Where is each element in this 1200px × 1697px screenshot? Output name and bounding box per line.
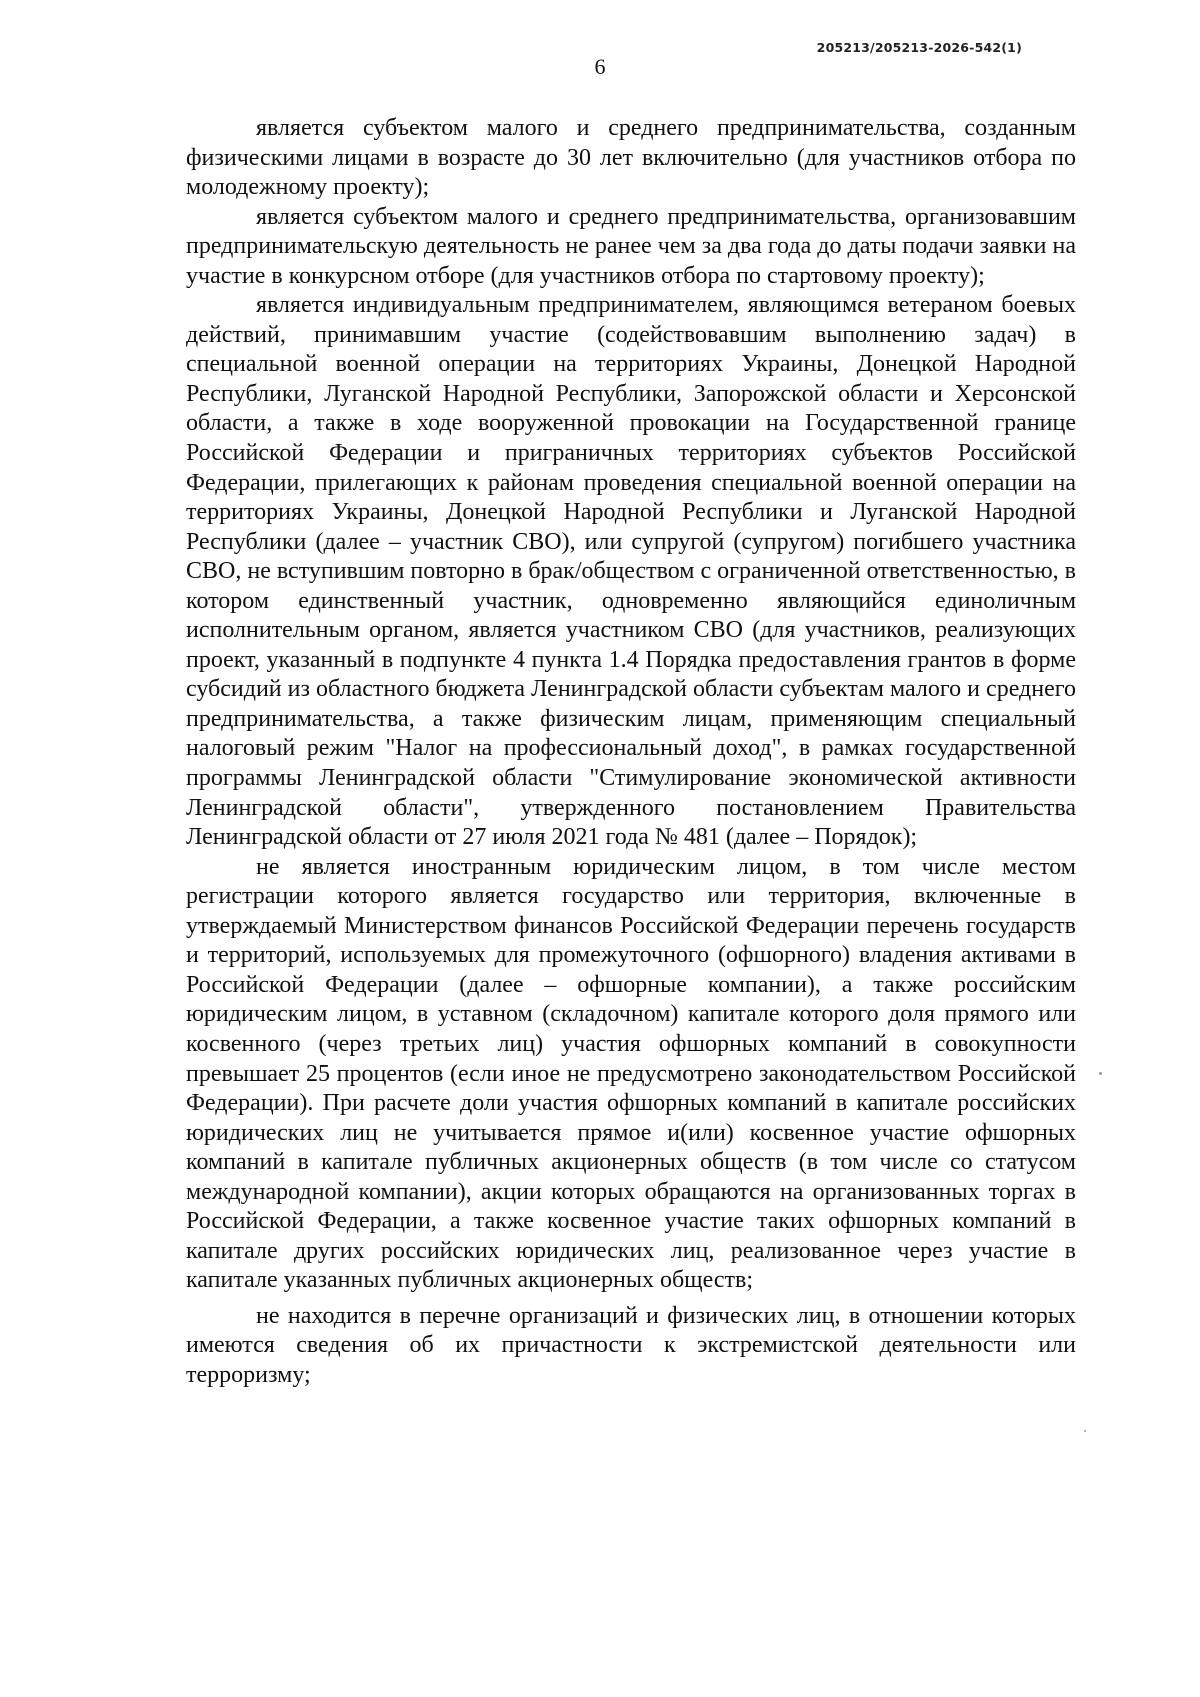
paragraph-svo-participant: является индивидуальным предпринимателем, являющимся ветераном боевых действий, принимавшим участие (содействовавшим выполнению задач) в специальной военной операции на территориях Украины, Донецкой Народной Республики, Луганской Народной Республики, Запорожской области и Херсонской области, а также в ходе вооруженной провокации на Государственной границе Российской Федерации и приграничных территориях субъектов Российской Федерации, прилегающих к районам проведения специальной военной операции на территориях Украины, Донецкой Народной Республики и Луганской Народной Республики (далее – участник СВО), или супругой (супругом) погибшего участника СВО, не вступившим повторно в брак/обществом с ограниченной ответственностью, в котором единственный участник, одновременно являющийся единоличным исполнительным органом, является участником СВО (для участников, реализующих проект, указанный в подпункте 4 пункта 1.4 Порядка предоставления грантов в форме субсидий из областного бюджета Ленинградской области субъектам малого и среднего предпринимательства, а также физическим лицам, применяющим специальный налоговый режим "Налог на профессиональный доход", в рамках государственной программы Ленинградской области "Стимулирование экономической активности Ленинградской области", утвержденного постановлением Правительства Ленинградской области от 27 июля 2021 года № 481 (далее – Порядок); <box>186 292 1076 851</box>
document-id: 205213/205213-2026-542(1) <box>816 40 1022 55</box>
paragraph-startup-project: является субъектом малого и среднего предпринимательства, организовавшим предпринимательскую деятельность не ранее чем за два года до даты подачи заявки на участие в конкурсном отборе (для участников отбора по стартовому проекту); <box>186 203 1076 289</box>
paragraph-youth-project: является субъектом малого и среднего предпринимательства, созданным физическими лицами в возрасте до 30 лет включительно (для участников отбора по молодежному проекту); <box>186 115 1076 201</box>
page-number: 6 <box>594 54 606 79</box>
scan-speck <box>1099 1072 1102 1075</box>
paragraph-extremism-list: не находится в перечне организаций и физических лиц, в отношении которых имеются сведения об их причастности к экстремистской деятельности или терроризму; <box>186 1302 1076 1388</box>
paragraph-offshore-companies: не является иностранным юридическим лицом, в том числе местом регистрации которого является государство или территория, включенные в утверждаемый Министерством финансов Российской Федерации перечень государств и территорий, используемых для промежуточного (офшорного) владения активами в Российской Федерации (далее – офшорные компании), а также российским юридическим лицом, в уставном (складочном) капитале которого доля прямого или косвенного (через третьих лиц) участия офшорных компаний в совокупности превышает 25 процентов (если иное не предусмотрено законодательством Российской Федерации). При расчете доли участия офшорных компаний в капитале российских юридических лиц не учитывается прямое и(или) косвенное участие офшорных компаний в капитале публичных акционерных обществ (в том числе со статусом международной компании), акции которых обращаются на организованных торгах в Российской Федерации, а также косвенное участие таких офшорных компаний в капитале других российских юридических лиц, реализованное через участие в капитале указанных публичных акционерных обществ; <box>186 853 1076 1294</box>
scan-speck <box>1084 1430 1086 1432</box>
document-body <box>186 114 1076 1391</box>
